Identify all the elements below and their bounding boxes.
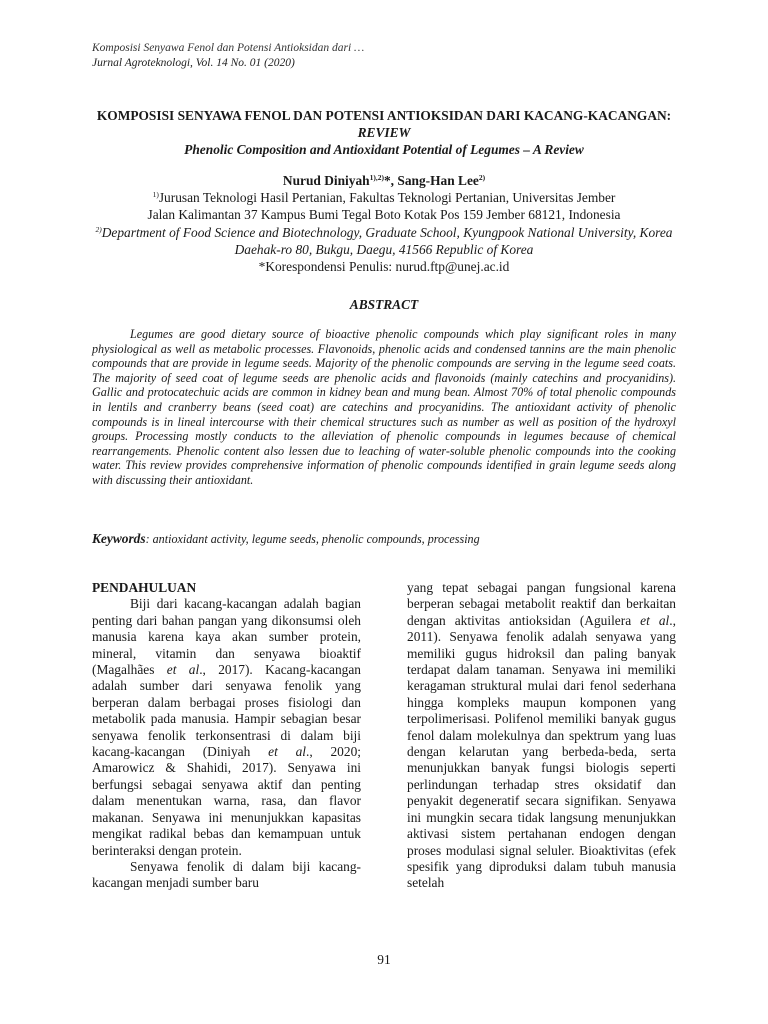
article-title — [92, 108, 676, 141]
article-title-review: REVIEW — [357, 124, 411, 140]
affiliation-1 — [92, 189, 676, 206]
title-block — [92, 108, 676, 158]
corresponding-mark: *, — [383, 173, 398, 188]
affiliation-2-marker: 2) — [95, 224, 102, 234]
affiliation-2 — [92, 224, 676, 241]
body-paragraph-1-a: Biji dari kacang-kacangan adalah bagian penting dari bahan pangan yang dikonsumsi oleh manusia karena kaya akan sumber protein, mineral, vitamin dan senyawa bioaktif (Magalhães — [92, 596, 361, 678]
body-paragraph-1-b: ., 2017). Kacang-kacangan adalah sumber dari senyawa fenolik yang berperan dalam berbagai proses fisiologi dan metabolik pada manusia. Hampir sebagian besar senyawa fenolik terkonsentrasi di dalam biji kacang-kacangan (Diniyah — [92, 662, 362, 760]
article-subtitle: Phenolic Composition and Antioxidant Potential of Legumes – A Review — [184, 142, 584, 157]
author-1: Nurud Diniyah — [282, 173, 370, 188]
author-1-affil-marker: 1),2) — [369, 173, 384, 182]
affiliation-2-line1: Department of Food Science and Biotechnology, Graduate School, Kyungpook National University, Korea — [101, 224, 673, 240]
page-number: 91 — [377, 952, 391, 967]
affiliation-2-address: Daehak-ro 80, Bukgu, Daegu, 41566 Republic of Korea — [234, 241, 534, 257]
affiliation-1-address: Jalan Kalimantan 37 Kampus Bumi Tegal Boto Kotak Pos 159 Jember 68121, Indonesia — [147, 207, 621, 223]
body-paragraph-3-b: ., 2011). Senyawa fenolik adalah senyawa yang memiliki gugus hidroksil dan paling banyak terdapat dalam tanaman. Senyawa ini memiliki keragaman struktural mulai dari fenol sederhana hingga kompleks maupun komponen yang terpolimerisasi. Polifenol memiliki banyak gugus fenol dalam molekulnya dan spektrum yang luas dengan kelarutan yang berbeda-beda, serta menunjukkan banyak fungsi biologis seperti perlindungan terhadap stres oksidatif dan penyakit degeneratif secara signifikan. Senyawa ini mungkin secara tidak langsung menunjukkan aktivasi sistem pertahanan endogen dengan proses modulasi signal seluler. Bioaktivitas (efek spesifik yang diproduksi dalam tubuh manusia setelah — [407, 612, 676, 891]
running-head-journal: Jurnal Agroteknologi, Vol. 14 No. 01 (2020) — [92, 57, 295, 69]
body-column-left — [92, 580, 361, 892]
author-2-affil-marker: 2) — [478, 173, 486, 182]
body-paragraph-3 — [407, 580, 676, 892]
body-paragraph-1 — [92, 596, 361, 859]
author-line — [92, 172, 676, 189]
body-paragraph-3-etal: et al — [640, 612, 670, 628]
section-heading-pendahuluan: PENDAHULUAN — [92, 580, 197, 595]
abstract-text: Legumes are good dietary source of bioactive phenolic compounds which play significant roles in many physiological as well as metabolic processes. Flavonoids, phenolic acids and condensed tannins are the main phenolic compounds that are provide in legume seeds. Majority of the phenolic compounds are serving in the legume seed coats. The majority of seed coat of legume seeds are phenolic acids and flavonoids (mainly catechins and procyanidins). Gallic and protocatechuic acids are common in kidney bean and mung bean. Almost 70% of total phenolic compounds in lentils and cranberry beans (seed coat) are catechins and procyanidins. The antioxidant activity of phenolic compounds is in lineal intercourse with their chemical structures such as number as well as position of the hydroxyl groups. Processing mostly conducts to the alleviation of phenolic compounds in legumes because of chemical rearrangements. Phenolic content also lessen due to leaching of water-soluble phenolic compounds into the cooking water. This review provides comprehensive information of phenolic compounds identified in grain legume seeds along with discussing their antioxidant. — [92, 327, 676, 487]
authors-block — [92, 172, 676, 275]
keywords — [92, 531, 676, 547]
body-column-right — [407, 580, 676, 892]
body-paragraph-2: Senyawa fenolik di dalam biji kacang-kacangan menjadi sumber baru — [92, 858, 361, 891]
running-head — [92, 41, 364, 71]
author-2: Sang-Han Lee — [397, 173, 479, 188]
abstract-heading: ABSTRACT — [349, 297, 419, 312]
affiliation-1-line1: Jurusan Teknologi Hasil Pertanian, Fakultas Teknologi Pertanian, Universitas Jember — [158, 190, 616, 206]
keywords-label: Keywords — [92, 531, 146, 546]
affiliation-1-marker: 1) — [152, 190, 159, 200]
body-paragraph-3-a: yang tepat sebagai pangan fungsional karena berperan sebagai metabolit reaktif dan berkaitan dengan aktivitas antioksidan (Aguilera — [407, 580, 676, 628]
body-paragraph-1-c: ., 2020; Amarowicz & Shahidi, 2017). Senyawa ini berfungsi sebagai senyawa aktif dan penting dalam menentukan warna, rasa, dan flavor makanan. Senyawa ini menunjukkan kapasitas mengikat radikal bebas dan kemampuan untuk berinteraksi dengan protein. — [92, 744, 361, 858]
body-paragraph-1-etal-1: et al — [166, 662, 200, 678]
running-head-title: Komposisi Senyawa Fenol dan Potensi Antioksidan dari … — [92, 42, 365, 54]
correspondence: *Korespondensi Penulis: nurud.ftp@unej.ac.id — [258, 259, 510, 275]
body-paragraph-1-etal-2: et al — [268, 744, 306, 760]
keywords-text: : antioxidant activity, legume seeds, phenolic compounds, processing — [145, 532, 480, 546]
article-title-text: KOMPOSISI SENYAWA FENOL DAN POTENSI ANTIOKSIDAN DARI KACANG-KACANGAN: — [96, 108, 672, 123]
